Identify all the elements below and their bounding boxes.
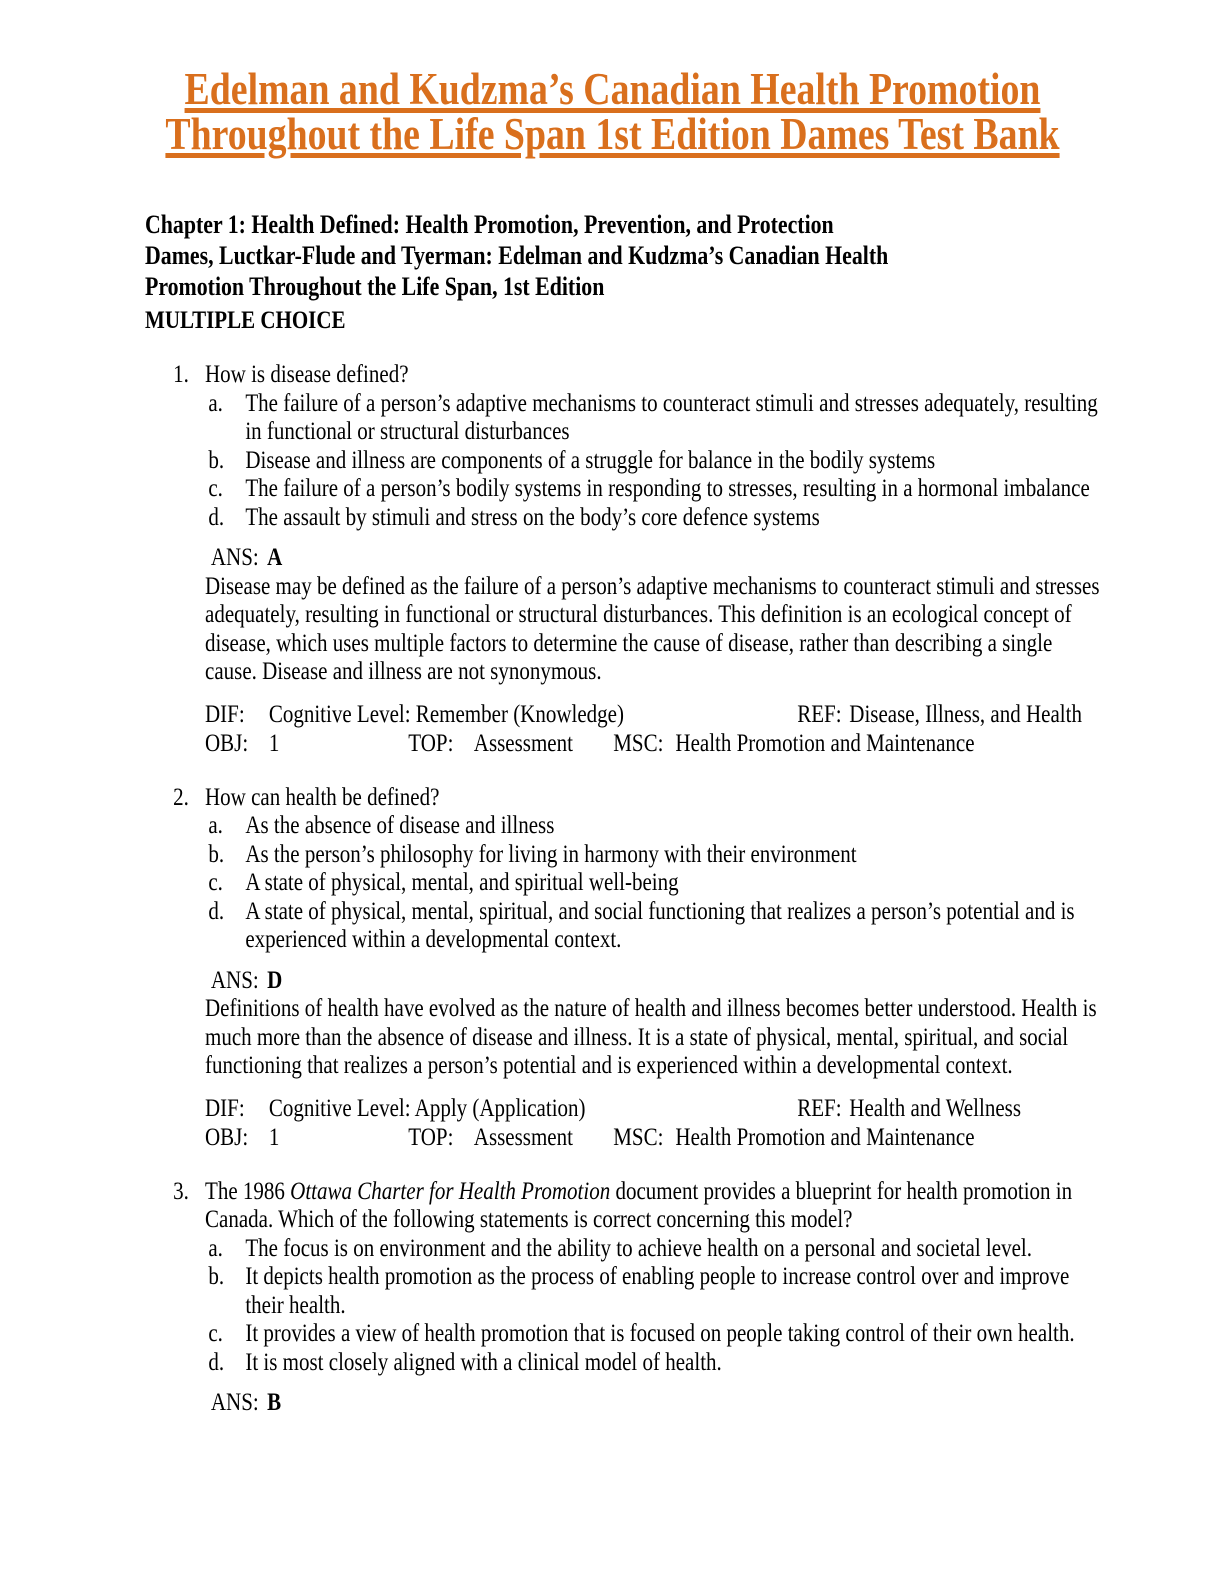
document-title (1, 64, 1224, 159)
chapter-heading (145, 209, 1105, 302)
option-letter: a. (208, 1234, 223, 1262)
obj-value: 1 (268, 1123, 280, 1151)
question-number: 3. (173, 1177, 189, 1205)
obj-value: 1 (268, 729, 280, 757)
ref-label: REF: (797, 700, 842, 728)
option-letter: b. (208, 1263, 225, 1290)
chapter-heading-line-1: Chapter 1: Health Defined: Health Promotion, Prevention, and Protection (145, 210, 834, 239)
chapter-heading-line-3: Promotion Throughout the Life Span, 1st Edition (145, 272, 605, 301)
question-text-line (173, 361, 1105, 390)
chapter-heading-line-2: Dames, Luctkar-Flude and Tyerman: Edelman and Kudzma’s Canadian Health (145, 241, 889, 270)
feedback-text: Disease may be defined as the failure of a person’s adaptive mechanisms to counteract stimuli and stresses adequately, resulting in functional or structural disturbances. This definition is an ecological concept of disease, which uses multiple factors to determine the cause of disease, rather than describing a single cause. Disease and illness are not synonymous. (205, 572, 1100, 685)
question-block-3 (173, 1177, 1105, 1418)
option-row (205, 447, 1105, 476)
question-block-2 (173, 783, 1105, 1153)
answer-line (211, 967, 1105, 996)
option-row (205, 812, 1105, 841)
option-row (205, 1263, 1105, 1320)
option-letter: d. (208, 1348, 225, 1376)
option-text: The focus is on environment and the ability to achieve health on a personal and societal level. (245, 1234, 1032, 1262)
ref-value: Health and Wellness (849, 1094, 1021, 1122)
option-letter: a. (208, 389, 223, 417)
meta-row (205, 1095, 1105, 1124)
option-row (205, 504, 1105, 533)
option-text: As the absence of disease and illness (245, 812, 555, 839)
option-text: The failure of a person’s bodily systems in responding to stresses, resulting in a hormonal imbalance (245, 475, 1090, 502)
meta-row (205, 730, 1105, 759)
option-letter: a. (208, 812, 223, 839)
option-row (205, 841, 1105, 870)
document-title-line-2: Throughout the Life Span 1st Edition Dames Test Bank (165, 109, 1060, 159)
option-text: A state of physical, mental, spiritual, and social functioning that realizes a person’s potential and is experienced within a developmental context. (245, 897, 1075, 953)
msc-value: Health Promotion and Maintenance (675, 1123, 975, 1151)
dif-value: Cognitive Level: Apply (Application) (268, 1094, 586, 1122)
option-text: It depicts health promotion as the process of enabling people to increase control over and improve their health. (245, 1263, 1070, 1319)
option-letter: d. (208, 503, 225, 531)
option-text: Disease and illness are components of a struggle for balance in the bodily systems (245, 446, 936, 474)
option-letter: c. (208, 475, 223, 502)
answer-line (211, 544, 1105, 573)
option-letter: b. (208, 446, 225, 474)
msc-value: Health Promotion and Maintenance (675, 729, 975, 757)
option-row (205, 1320, 1105, 1349)
answer-label: ANS: (210, 544, 259, 571)
top-value: Assessment (473, 729, 573, 757)
option-row (205, 1349, 1105, 1378)
meta-row (205, 1124, 1105, 1153)
option-row (205, 898, 1105, 955)
option-text: The assault by stimuli and stress on the body’s core defence systems (245, 503, 820, 531)
answer-value: A (267, 544, 283, 571)
question-text: How can health be defined? (205, 783, 440, 811)
question-block-1 (173, 361, 1105, 759)
question-text-italic: Ottawa Charter for Health Promotion (290, 1177, 611, 1205)
meta-block (205, 701, 1105, 759)
option-row (205, 475, 1105, 504)
msc-label: MSC: (613, 1123, 664, 1151)
answer-line (211, 1389, 1105, 1418)
section-label: MULTIPLE CHOICE (145, 307, 346, 334)
option-letter: d. (208, 897, 225, 925)
option-row (205, 1235, 1105, 1264)
option-letter: b. (208, 840, 225, 868)
question-text: How is disease defined? (205, 361, 409, 388)
question-text-post: document provides a blueprint for health promotion in Canada. Which of the following statements is correct concerning this model? (205, 1177, 1073, 1233)
top-value: Assessment (473, 1123, 573, 1151)
dif-label: DIF: (205, 700, 245, 728)
dif-value: Cognitive Level: Remember (Knowledge) (268, 700, 624, 728)
answer-label: ANS: (210, 966, 259, 994)
option-row (205, 869, 1105, 898)
obj-label: OBJ: (205, 729, 249, 757)
meta-block (205, 1095, 1105, 1153)
ref-value: Disease, Illness, and Health (849, 700, 1082, 728)
option-row (205, 390, 1105, 447)
option-letter: c. (208, 1320, 223, 1347)
msc-label: MSC: (613, 729, 664, 757)
question-text-pre: The 1986 (205, 1177, 291, 1205)
question-number: 2. (173, 783, 189, 811)
obj-label: OBJ: (205, 1123, 249, 1151)
option-text: As the person’s philosophy for living in harmony with their environment (245, 840, 857, 868)
option-text: It provides a view of health promotion that is focused on people taking control of their own health. (245, 1320, 1075, 1347)
option-text: A state of physical, mental, and spiritual well-being (245, 869, 679, 896)
top-label: TOP: (408, 1123, 454, 1151)
ref-label: REF: (797, 1094, 842, 1122)
question-number: 1. (173, 361, 189, 388)
meta-row (205, 701, 1105, 730)
option-letter: c. (208, 869, 223, 896)
question-text-line (173, 1177, 1105, 1235)
document-title-line-1: Edelman and Kudzma’s Canadian Health Promotion (184, 64, 1041, 114)
option-text: The failure of a person’s adaptive mechanisms to counteract stimuli and stresses adequately, resulting in functional or structural disturbances (245, 389, 1098, 445)
answer-value: B (267, 1389, 282, 1416)
dif-label: DIF: (205, 1094, 245, 1122)
question-text-line (173, 783, 1105, 813)
answer-value: D (267, 966, 283, 994)
option-text: It is most closely aligned with a clinical model of health. (245, 1348, 722, 1376)
feedback-text: Definitions of health have evolved as the nature of health and illness becomes better understood. Health is much more than the absence of disease and illness. It is a state of physical, mental, spiritual, and social functioning that realizes a person’s potential and is experienced within a developmental context. (205, 995, 1097, 1079)
top-label: TOP: (408, 729, 454, 757)
answer-label: ANS: (210, 1389, 259, 1416)
